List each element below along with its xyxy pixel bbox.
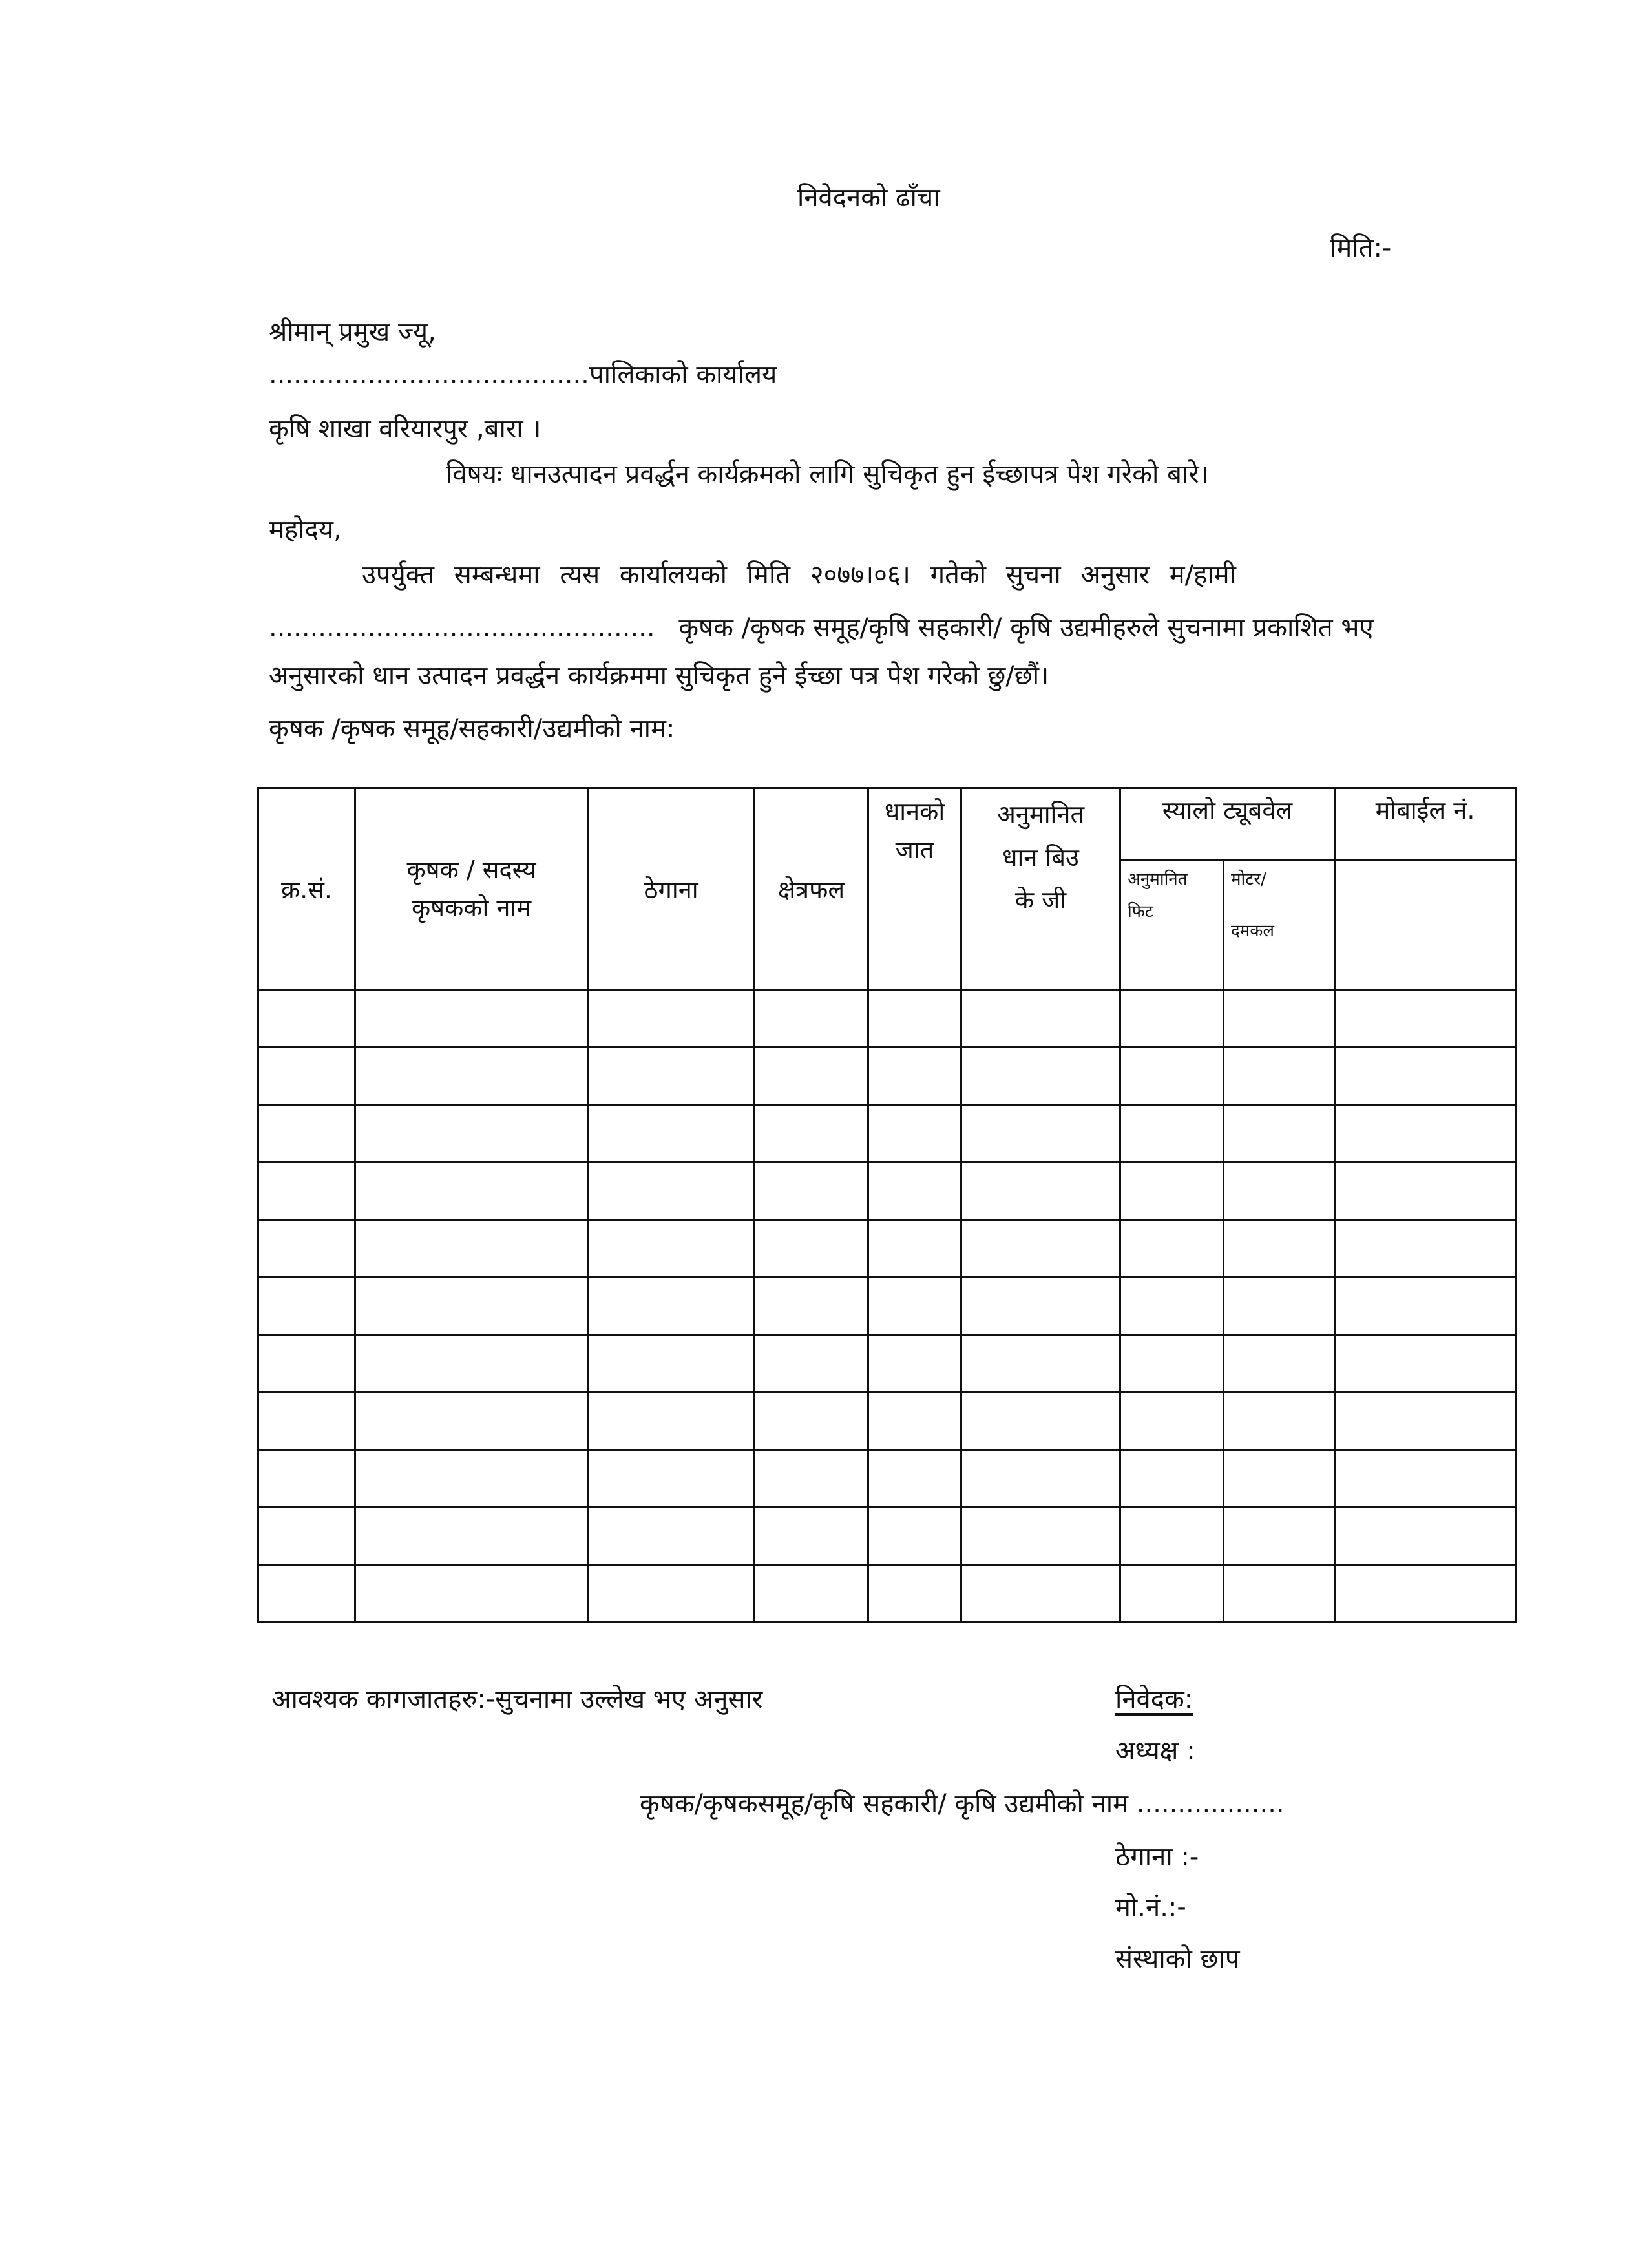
name-label: कृषक /कृषक समूह/सहकारी/उद्यमीको नाम: [269,714,675,744]
table-cell [1120,1105,1224,1162]
table-cell [961,990,1120,1047]
table-cell [355,1565,588,1622]
table-row [258,1162,1516,1220]
table-cell [1224,1277,1335,1335]
office-dots: ....................................... [269,360,589,390]
table-row [258,1335,1516,1392]
table-cell [755,1277,868,1335]
applicant-label: निवेदक: [1115,1685,1193,1714]
table-cell [355,1450,588,1507]
table-row [258,1047,1516,1105]
table-cell [755,1047,868,1105]
body-dots: ............................................... [269,613,655,643]
table-cell [1224,1450,1335,1507]
table-cell [588,1392,755,1450]
table-cell [1120,990,1224,1047]
table-cell [1335,1105,1516,1162]
table-cell [868,1392,961,1450]
header-tubewell-depth-line1: अनुमानित [1128,870,1188,889]
header-mobile: मोबाईल नं. [1335,788,1516,861]
table-cell [868,1565,961,1622]
header-serial: क्र.सं. [258,788,355,990]
body-line-2-text: कृषक /कृषक समूह/कृषि सहकारी/ कृषि उद्यमीहरुले सुचनामा प्रकाशित भए [678,613,1374,643]
salutation: श्रीमान् प्रमुख ज्यू, [269,317,436,347]
table-row [258,990,1516,1047]
header-tubewell: स्यालो ट्यूबवेल [1120,788,1335,861]
table-cell [1335,1220,1516,1277]
body-line-3: अनुसारको धान उत्पादन प्रवर्द्धन कार्यक्रममा सुचिकृत हुने ईच्छा पत्र पेश गरेको छु/छौं। [269,661,1049,691]
table-cell [755,1162,868,1220]
table-row [258,1277,1516,1335]
stamp-label: संस्थाको छाप [1115,1944,1240,1974]
table-cell [1335,1507,1516,1565]
header-member-name-line1: कृषक / सदस्य [406,855,536,884]
table-cell [961,1220,1120,1277]
table-cell [1120,1162,1224,1220]
table-cell [355,1392,588,1450]
table-cell [1120,1047,1224,1105]
table-cell [961,1277,1120,1335]
table-cell [1335,990,1516,1047]
table-cell [1335,1450,1516,1507]
table-cell [1120,1220,1224,1277]
office-line [269,359,777,390]
table-cell [1224,1162,1335,1220]
table-cell [1335,1277,1516,1335]
table-cell [1120,1277,1224,1335]
greeting: महोदय, [269,515,342,545]
table-cell [961,1392,1120,1450]
table-cell [258,990,355,1047]
table-cell [1120,1507,1224,1565]
header-seed-estimate-line2: धान बिउ [1002,843,1079,872]
header-rice-variety [868,788,961,990]
header-rice-variety-line2: जात [895,835,934,864]
table-cell [258,1047,355,1105]
table-cell [258,1277,355,1335]
table-cell [355,1105,588,1162]
office-suffix: पालिकाको कार्यालय [589,360,777,390]
table-cell [588,1162,755,1220]
table-cell [755,1565,868,1622]
table-cell [258,1220,355,1277]
table-cell [258,1162,355,1220]
table-row [258,1392,1516,1450]
table-cell [961,1507,1120,1565]
table-cell [868,990,961,1047]
address-label: ठेगाना :- [1115,1842,1199,1872]
table-cell [1224,1565,1335,1622]
chairperson-label: अध्यक्ष : [1115,1736,1195,1766]
table-cell [961,1335,1120,1392]
table-cell [355,1220,588,1277]
table-cell [1120,1450,1224,1507]
table-cell [868,1335,961,1392]
table-cell [1335,1335,1516,1392]
table-cell [1120,1392,1224,1450]
table-cell [588,1450,755,1507]
table-cell [588,1105,755,1162]
table-cell [355,990,588,1047]
table-cell [755,1392,868,1450]
table-cell [961,1105,1120,1162]
header-seed-estimate-line1: अनुमानित [996,800,1085,828]
table-row [258,1450,1516,1507]
table-cell [1224,1220,1335,1277]
table-cell [588,1335,755,1392]
table-cell [868,1450,961,1507]
table-cell [1224,990,1335,1047]
subject-line: विषयः धानउत्पादन प्रवर्द्धन कार्यक्रमको लागि सुचिकृत हुन ईच्छापत्र पेश गरेको बारे। [446,459,1209,489]
table-cell [258,1507,355,1565]
table-cell [868,1220,961,1277]
mobile-label: मो.नं.:- [1115,1893,1186,1922]
header-tubewell-depth-line2: फिट [1128,902,1153,921]
header-tubewell-motor [1224,861,1335,990]
table-cell [868,1507,961,1565]
table-cell [868,1277,961,1335]
table-cell [1224,1507,1335,1565]
header-rice-variety-line1: धानको [884,797,945,826]
table-cell [755,1335,868,1392]
table-cell [755,990,868,1047]
header-mobile-blank [1335,861,1516,990]
table-cell [1224,1335,1335,1392]
table-cell [258,1105,355,1162]
header-seed-estimate [961,788,1120,990]
table-body [258,990,1516,1622]
header-member-name-line2: कृषकको नाम [411,893,532,922]
body-line-1: उपर्युक्त सम्बन्धमा त्यस कार्यालयको मिति २०७७।०६। गतेको सुचना अनुसार म/हामी [362,560,1236,590]
branch-line: कृषि शाखा वरियारपुर ,बारा । [269,414,541,444]
table-cell [258,1335,355,1392]
table-cell [961,1162,1120,1220]
table-row [258,1565,1516,1622]
table-cell [355,1047,588,1105]
header-address: ठेगाना [588,788,755,990]
date-label: मिति:- [1330,233,1392,263]
header-member-name [355,788,588,990]
header-area: क्षेत्रफल [755,788,868,990]
entity-name-label: कृषक/कृषकसमूह/कृषि सहकारी/ कृषि उद्यमीको नाम .................. [640,1789,1285,1819]
table-cell [355,1335,588,1392]
table-cell [588,1047,755,1105]
table-cell [961,1047,1120,1105]
table-row [258,1507,1516,1565]
header-seed-estimate-line3: के जी [1014,886,1067,914]
table-cell [588,1277,755,1335]
table-cell [961,1565,1120,1622]
table-cell [258,1565,355,1622]
table-cell [258,1450,355,1507]
table-cell [755,1507,868,1565]
table-cell [1120,1335,1224,1392]
table-cell [588,1565,755,1622]
header-tubewell-motor-line1: मोटर/ [1231,870,1266,889]
table-cell [588,990,755,1047]
table-cell [1224,1392,1335,1450]
table-cell [1335,1392,1516,1450]
table-cell [1224,1047,1335,1105]
table-cell [755,1105,868,1162]
table-cell [868,1162,961,1220]
table-cell [1120,1565,1224,1622]
table-cell [355,1507,588,1565]
table-cell [755,1220,868,1277]
table-cell [868,1047,961,1105]
table-row [258,1105,1516,1162]
table-cell [1335,1565,1516,1622]
documents-note: आवश्यक कागजातहरु:-सुचनामा उल्लेख भए अनुसार [271,1685,763,1714]
applicant-table [257,787,1517,1623]
form-title: निवेदनको ढाँचा [797,183,940,213]
table-cell [355,1162,588,1220]
table-cell [588,1507,755,1565]
table-cell [355,1277,588,1335]
table-cell [1335,1162,1516,1220]
body-line-2 [269,613,1374,644]
table-cell [1224,1105,1335,1162]
header-tubewell-motor-line2: दमकल [1231,921,1274,941]
table-row [258,1220,1516,1277]
table-cell [961,1450,1120,1507]
header-tubewell-depth [1120,861,1224,990]
table-cell [755,1450,868,1507]
table-cell [868,1105,961,1162]
table-cell [588,1220,755,1277]
table-cell [258,1392,355,1450]
table-cell [1335,1047,1516,1105]
